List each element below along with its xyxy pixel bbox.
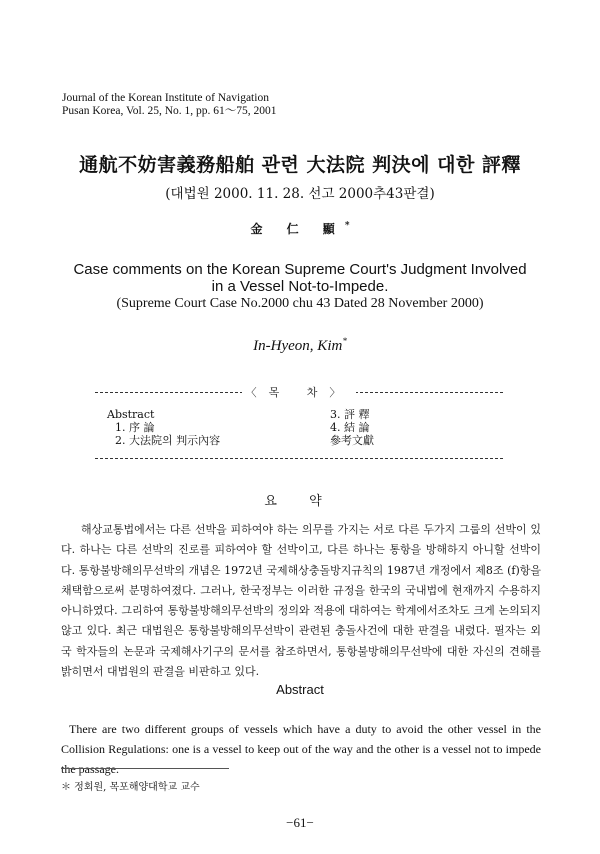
toc-item: 2. 大法院의 判示內容 — [115, 434, 221, 447]
journal-name: Journal of the Korean Institute of Navigation — [62, 92, 269, 104]
english-title-line-2: in a Vessel Not-to-Impede. — [211, 278, 389, 295]
korean-summary-paragraph: 해상교통법에서는 다른 선박을 피하여야 하는 의무를 가지는 서로 다른 두가지 그룹의 선박이 있다. 하나는 다른 선박의 진로를 피하여야 할 선박이고, 다른 하나는 통항을 방해하지 아니할 선박이다. 통항불방해의무선박의 개념은 1972년 국제해상충돌방지규칙의 1987년 개정에서 제8조 (f)항을 채택함으로써 분명하여졌다. 그러나, 한국정부는 이러한 규정을 한국의 국내법에 현재까지 수용하지 아니하였다. 그리하여 통항불방해의무선박의 정의와 적용에 대하여는 학계에서조차도 크게 논의되지 않고 있다. 최근 대법원은 통항불방해의무선박이 관련된 충돌사건에 대한 판결을 내렸다. 필자는 외국 학자들의 논문과 국제해사기구의 문서를 참조하면서, 통항불방해의무선박에 대한 자신의 견해를 밝히면서 대법원의 판결을 비판하고 있다. — [61, 523, 541, 679]
toc-bottom-rule — [95, 458, 503, 459]
korean-subtitle: (대법원 2000. 11. 28. 선고 2000추43판결) — [165, 186, 435, 202]
author-footnote: ＊ 정회원, 목포해양대학교 교수 — [61, 782, 200, 793]
journal-citation — [62, 92, 277, 118]
author-footnote-mark: * — [342, 336, 347, 346]
toc-item: Abstract — [107, 408, 155, 421]
toc-left-column — [107, 408, 220, 447]
korean-author — [0, 220, 600, 237]
author-footnote-mark: * — [344, 221, 350, 231]
toc-item: 1. 序 論 — [115, 421, 155, 434]
summary-heading: 요 약 — [264, 494, 336, 509]
toc-item: 3. 評 釋 — [330, 408, 370, 421]
abstract-paragraph: There are two different groups of vessels which have a duty to avoid the other vessel in the Collision Regulations: one is a vessel to keep out of the way and the other is a vessel not to impede the passage. — [61, 722, 541, 776]
toc-item: 參考文獻 — [330, 434, 374, 447]
abstract-heading: Abstract — [276, 682, 324, 697]
korean-author-name: 金 仁 顯 — [250, 222, 345, 236]
english-author-name: In-Hyeon, Kim — [253, 338, 343, 354]
toc-heading — [95, 384, 503, 400]
toc-item: 4. 結 論 — [330, 421, 370, 434]
english-case-reference: (Supreme Court Case No.2000 chu 43 Dated 28 November 2000) — [116, 296, 484, 311]
page-number: −61− — [286, 815, 314, 830]
toc-right-column — [330, 408, 374, 447]
toc-heading-text: 〈목 차〉 — [242, 386, 357, 399]
footnote-divider — [61, 768, 229, 769]
korean-title: 通航不妨害義務船舶 관련 大法院 判決에 대한 評釋 — [79, 154, 521, 176]
english-title-line-1: Case comments on the Korean Supreme Court's Judgment Involved — [73, 261, 527, 278]
table-of-contents — [95, 386, 503, 464]
journal-volume: Pusan Korea, Vol. 25, No. 1, pp. 61～75, 2001 — [62, 105, 277, 117]
english-author — [0, 336, 600, 355]
english-title — [0, 261, 600, 312]
